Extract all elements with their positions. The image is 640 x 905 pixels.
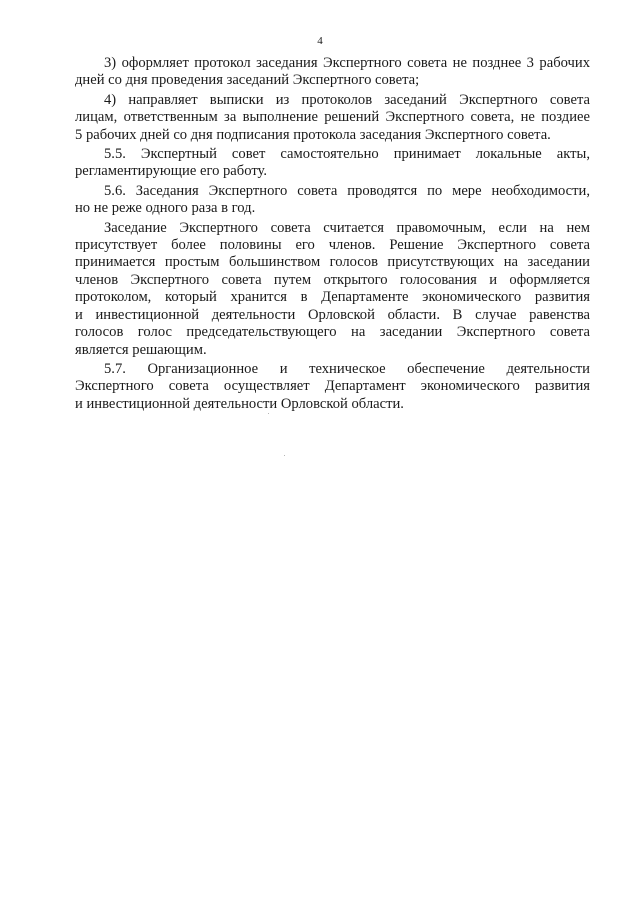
text-line: лицам, ответственным за выполнение решений Экспертного совета, не поздиее xyxy=(75,109,590,126)
paragraph-clause-4 xyxy=(75,92,590,144)
text-line: и инвестиционной деятельности Орловской области. xyxy=(75,395,404,412)
scan-speck xyxy=(284,455,285,456)
text-line: протоколом, который хранится в Департаменте экономического развития xyxy=(75,289,590,306)
text-line: и инвестиционной деятельности Орловской области. В случае равенства xyxy=(75,306,590,323)
paragraph-clause-5-7 xyxy=(75,361,590,413)
text-line: 5 рабочих дней со дня подписания протокола заседания Экспертного совета. xyxy=(75,126,551,143)
text-line: 5.7. Организационное и техническое обеспечение деятельности xyxy=(104,360,590,377)
text-line: регламентирующие его работу. xyxy=(75,163,267,180)
text-line: присутствует более половины его членов. Решение Экспертного совета xyxy=(75,237,590,254)
text-line: 4) направляет выписки из протоколов заседаний Экспертного совета xyxy=(104,91,590,108)
scan-speck xyxy=(268,413,269,414)
text-line: 3) оформляет протокол заседания Экспертного совета не позднее 3 рабочих xyxy=(104,55,590,71)
paragraph-clause-5-5 xyxy=(75,146,590,181)
text-line: членов Экспертного совета путем открытого голосования и оформляется xyxy=(75,271,590,288)
text-line: 5.5. Экспертный совет самостоятельно принимает локальные акты, xyxy=(104,146,590,163)
text-line: голосов голос председательствующего на заседании Экспертного совета xyxy=(75,324,590,341)
text-line: принимается простым большинством голосов присутствующих на заседании xyxy=(75,254,590,271)
paragraph-clause-3 xyxy=(75,55,590,90)
paragraph-clause-5-6 xyxy=(75,183,590,218)
paragraph-clause-5-6-quorum xyxy=(75,220,590,359)
text-line: 5.6. Заседания Экспертного совета проводятся по мере необходимости, xyxy=(104,182,590,199)
page-number: 4 xyxy=(317,35,323,47)
text-line: Экспертного совета осуществляет Департамент экономического развития xyxy=(75,378,590,395)
text-line: Заседание Экспертного совета считается правомочным, если на нем xyxy=(104,219,590,236)
text-line: но не реже одного раза в год. xyxy=(75,200,256,217)
text-line: дней со дня проведения заседаний Экспертного совета; xyxy=(75,72,420,89)
text-line: является решающим. xyxy=(75,341,207,358)
document-body xyxy=(75,55,590,415)
